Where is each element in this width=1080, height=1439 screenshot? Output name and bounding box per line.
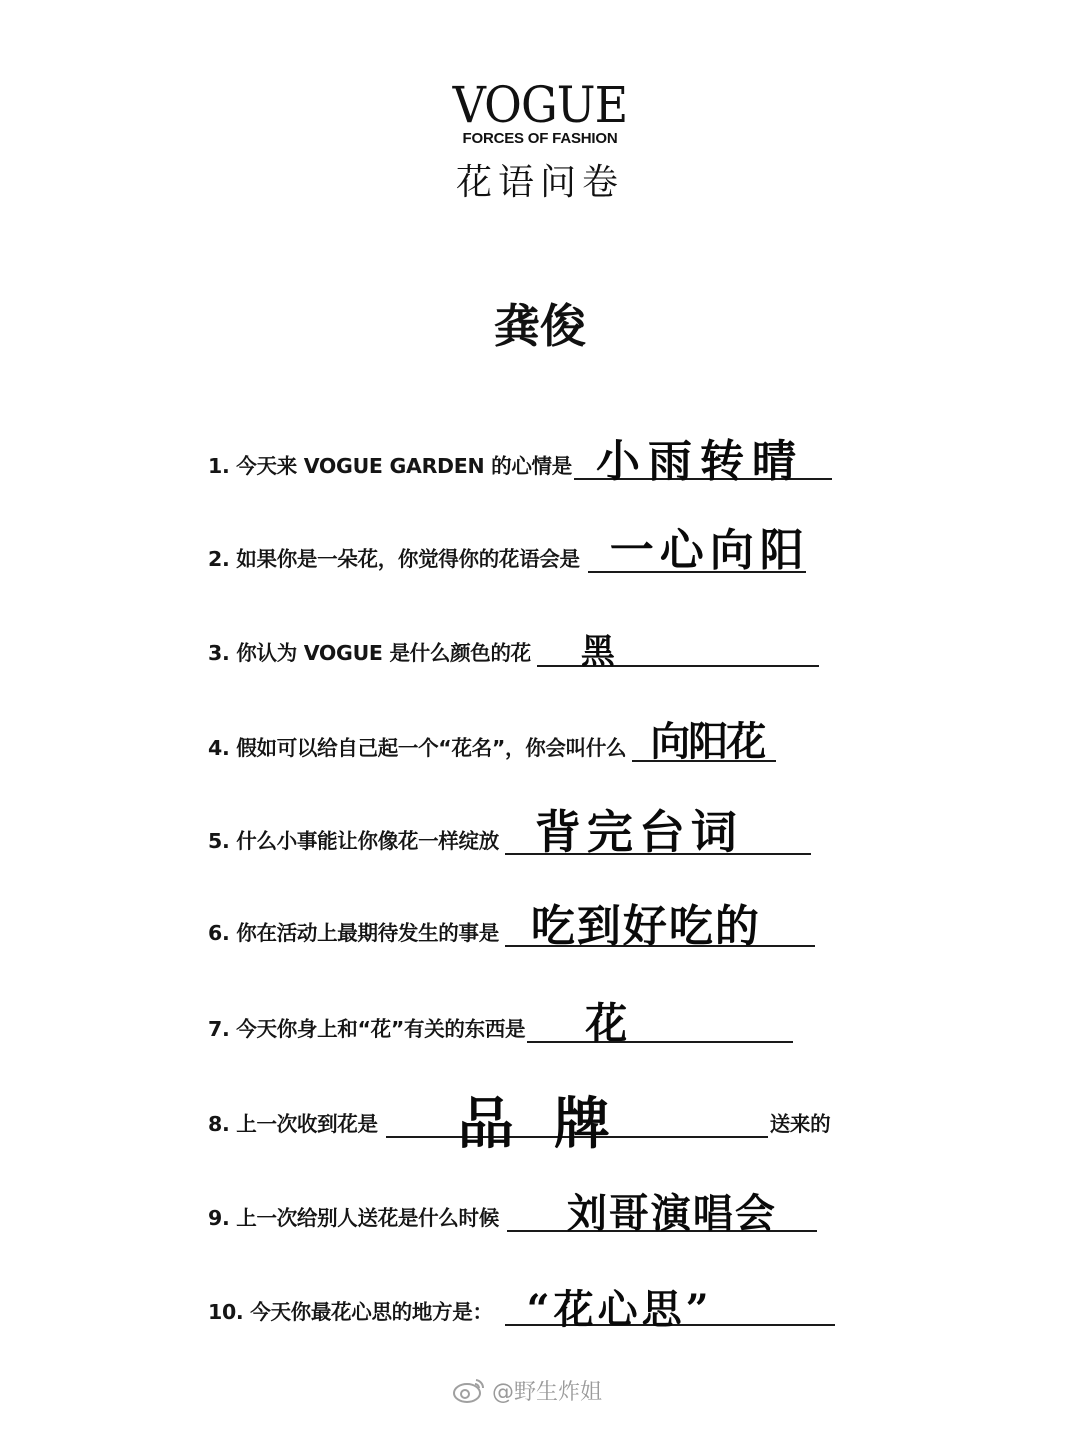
- question-10: [208, 1286, 835, 1333]
- handwritten-answer: 吃到好吃的: [530, 901, 761, 952]
- answer-line: [505, 901, 815, 952]
- answer-line: [632, 718, 776, 765]
- handwritten-answer: 刘哥演唱会: [566, 1190, 777, 1237]
- answer-line: [574, 436, 832, 487]
- question-suffix: 送来的: [769, 1112, 831, 1136]
- answer-line: [507, 1190, 817, 1237]
- question-label: 6. 你在活动上最期待发生的事是: [208, 921, 499, 945]
- question-1: [208, 436, 832, 487]
- question-9: [208, 1190, 817, 1237]
- handwritten-answer: 背完台词: [534, 805, 743, 859]
- question-label: 3. 你认为 VOGUE 是什么颜色的花: [208, 641, 531, 665]
- logo-subtitle: FORCES OF FASHION: [462, 130, 618, 147]
- question-label: 2. 如果你是一朵花，你觉得你的花语会是: [208, 547, 580, 571]
- survey-title: 花语问卷: [455, 162, 624, 203]
- question-7: [208, 999, 793, 1048]
- watermark-handle: @野生炸姐: [492, 1379, 603, 1405]
- question-label: 7. 今天你身上和“花”有关的东西是: [208, 1017, 526, 1041]
- question-label: 1. 今天来 VOGUE GARDEN 的心情是: [208, 454, 572, 478]
- question-label: 9. 上一次给别人送花是什么时候: [208, 1206, 499, 1230]
- weibo-icon: [452, 1376, 486, 1404]
- vogue-logo: [440, 78, 640, 147]
- logo-wordmark: VOGUE: [452, 76, 628, 134]
- handwritten-answer: 小雨转晴: [595, 436, 804, 487]
- handwritten-answer: 黑: [580, 632, 615, 672]
- question-4: [208, 718, 776, 765]
- answer-line: [505, 1286, 835, 1333]
- handwritten-answer: 一心向阳: [609, 525, 810, 576]
- respondent-name: 龚俊: [494, 299, 586, 353]
- question-2: [208, 525, 810, 576]
- answer-line: [527, 999, 793, 1048]
- question-8: [208, 1091, 831, 1157]
- question-label: 5. 什么小事能让你像花一样绽放: [208, 829, 499, 853]
- handwritten-answer: “花心思”: [526, 1286, 713, 1333]
- answer-line: [386, 1091, 768, 1157]
- answer-line: [537, 632, 819, 672]
- handwritten-answer: 花: [585, 999, 628, 1048]
- question-3: [208, 627, 819, 672]
- handwritten-answer: 向阳花: [650, 718, 765, 765]
- question-label: 4. 假如可以给自己起一个“花名”，你会叫什么: [208, 736, 627, 760]
- handwritten-answer: 品牌: [457, 1091, 650, 1157]
- weibo-watermark: [452, 1370, 602, 1410]
- question-label: 8. 上一次收到花是: [208, 1112, 378, 1136]
- answer-line: [505, 805, 811, 859]
- answer-line: [588, 525, 810, 576]
- question-6: [208, 901, 815, 952]
- question-5: [208, 805, 811, 859]
- question-label: 10. 今天你最花心思的地方是：: [208, 1300, 493, 1324]
